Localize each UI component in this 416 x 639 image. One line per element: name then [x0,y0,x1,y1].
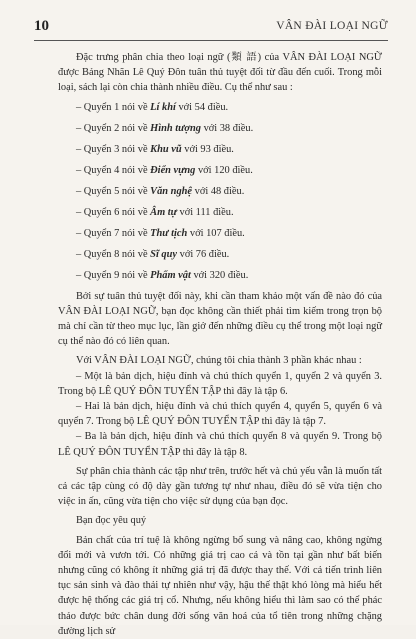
volume-list-item [58,268,382,283]
volume-list-item [58,184,382,199]
volume-prefix: – Quyển 7 nói về [76,227,151,239]
volume-topic: Thư tịch [150,227,188,239]
paragraph: – Một là bản dịch, hiệu đính và chú thích quyển 1, quyển 2 và quyển 3. Trong bộ LÊ QUÝ ĐÔN TUYỂN TẬP thì đây là tập 6. [58,370,382,397]
volume-list-item [58,121,382,136]
volume-list [58,100,382,283]
running-title: VÂN ĐÀI LOẠI NGỮ [276,20,388,32]
paragraph: Với VÂN ĐÀI LOẠI NGỮ, chúng tôi chia thành 3 phần khác nhau : [76,355,362,367]
volume-prefix: – Quyển 3 nói về [76,143,151,155]
volume-prefix: – Quyển 6 nói về [76,206,151,218]
volume-suffix: với 38 điều. [200,122,254,134]
volume-prefix: – Quyển 8 nói về [76,248,151,260]
volume-list-item [58,226,382,241]
intro-paragraph: Đặc trưng phân chia theo loại ngữ (類 語) của VÂN ĐÀI LOẠI NGỮ được Bảng Nhãn Lê Quý Đôn tuân thủ tuyệt đối từ đầu đến cuối. Trong mỗi loại, sách lại còn chia thành nhiều điều. Cụ thể như sau : [58,52,382,94]
volume-topic: Âm tự [150,206,177,218]
volume-list-item [58,163,382,178]
volume-topic: Khu vũ [150,143,182,155]
volume-list-item [58,100,382,115]
volume-suffix: với 76 điều. [177,248,230,260]
volume-topic: Lí khí [150,101,176,113]
volume-topic: Phẩm vật [150,269,191,281]
volume-suffix: với 48 điều. [192,185,245,197]
header-rule [34,40,388,41]
volume-suffix: với 320 điều. [190,269,249,281]
volume-suffix: với 111 điều. [176,206,234,218]
volume-suffix: với 120 điều. [195,164,253,176]
paragraph: – Ba là bản dịch, hiệu đính và chú thích quyển 8 và quyển 9. Trong bộ LÊ QUÝ ĐÔN TUYỂN TẬP thì đây là tập 8. [58,431,382,458]
volume-suffix: với 93 điều. [181,143,234,155]
volume-prefix: – Quyển 1 nói về [76,101,151,113]
volume-list-item [58,205,382,220]
volume-list-item [58,247,382,262]
volume-suffix: với 54 điều. [175,101,229,113]
volume-topic: Điển vựng [150,164,196,176]
paragraph: Bản chất của trí tuệ là không ngừng bổ sung và nâng cao, không ngừng đổi mới và vươn tới. Có những giá trị cao cả và tồn tại gần như bất biến nhưng cũng có không ít những giá trị đã được thay thế. Với cả tiến trình liên tục sản sinh và đào thải tự nhiên như vậy, hậu thế thật khó lòng mà hiểu hết được hệ thống các giá trị cổ. Nhưng, nếu không hiểu thì làm sao có thể phác thảo được bức chân dung đời sống văn hoá của tổ tiên trong những chặng đường lịch sử [58,534,382,637]
volume-topic: Sĩ quy [150,248,178,260]
paragraph: Bởi sự tuân thủ tuyệt đối này, khi cần tham khảo một vấn đề nào đó của VÂN ĐÀI LOẠI NGỮ, bạn đọc không cần thiết phải tìm kiếm trong trọn bộ mà chỉ cần từ theo mục lục, lần giở đến những điều cụ thể trong một loại ngữ cụ thể nào đó có liên quan. [58,290,382,348]
volume-topic: Văn nghệ [150,185,193,197]
page-header [34,18,388,40]
paragraph: Sự phân chia thành các tập như trên, trước hết và chủ yếu vẫn là muốn tất cả các tập cùng có độ dày gần tương tự như nhau, điều đó sẽ vừa tiện cho việc in ấn, cũng vừa tiện cho việc sử dụng của bạn đọc. [58,465,383,508]
volume-prefix: – Quyển 5 nói về [76,185,151,197]
volume-prefix: – Quyển 9 nói về [76,269,151,281]
page-number: 10 [34,18,49,34]
volume-topic: Hình tượng [150,122,201,134]
volume-list-item [58,142,382,157]
volume-prefix: – Quyển 4 nói về [76,164,151,176]
salutation: Bạn đọc yêu quý [76,515,147,527]
page-body [58,50,382,639]
paragraph: – Hai là bản dịch, hiệu đính và chú thích quyển 4, quyển 5, quyển 6 và quyển 7. Trong bộ LÊ QUÝ ĐÔN TUYỂN TẬP thì đây là tập 7. [58,401,382,428]
volume-prefix: – Quyển 2 nói về [76,122,151,134]
volume-suffix: với 107 điều. [187,227,245,239]
